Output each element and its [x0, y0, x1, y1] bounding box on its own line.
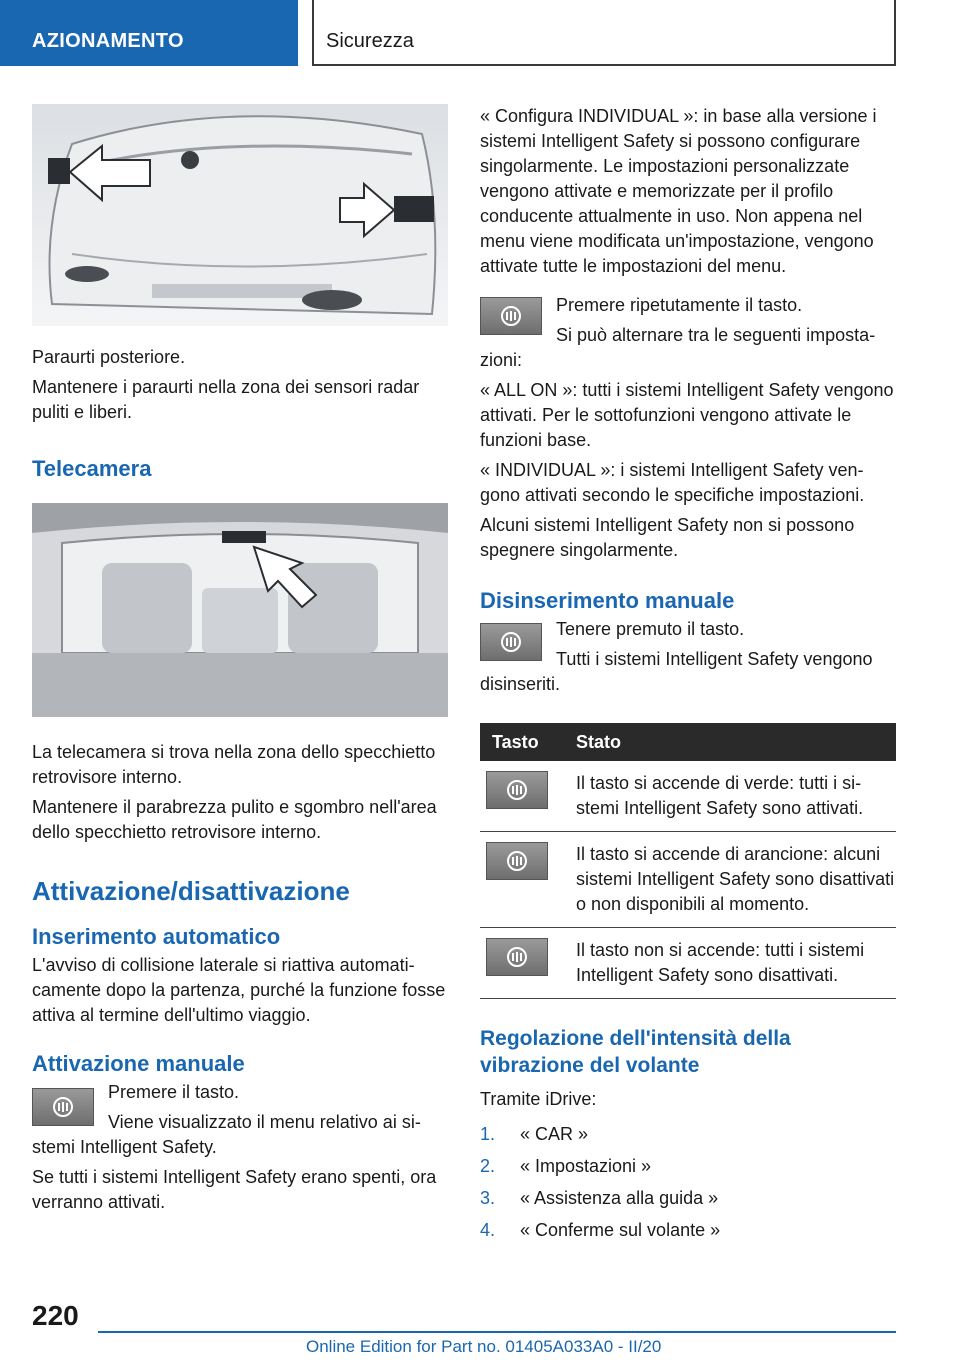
list-item: 2. « Impostazioni »: [480, 1156, 652, 1176]
vibration-heading: Regolazione dell'intensità della vibrazione del volante: [480, 1027, 791, 1077]
list-item: 3. « Assistenza alla guida »: [480, 1188, 719, 1208]
col-state-header: Stato: [564, 723, 896, 761]
bumper-caption: Paraurti posteriore.: [32, 347, 186, 367]
chapter-title: Sicurezza: [312, 0, 896, 66]
manual-text-2: Viene visualizzato il menu relativo ai sistemi Intelligent Safety.: [32, 1112, 421, 1157]
camera-text-2: Mantenere il parabrezza pulito e sgombro nell'area dello specchietto retrovisore interno.: [32, 797, 437, 842]
button-state-table: [480, 723, 896, 999]
disable-heading: Disinserimento manuale: [480, 588, 735, 613]
table-row: [480, 928, 896, 999]
state-cell: Il tasto si accende di verde: tutti i sistemi Intelligent Safety sono attivati.: [564, 761, 896, 832]
idrive-steps: [480, 1118, 896, 1246]
camera-image: [32, 503, 448, 717]
page-number: 220: [32, 1300, 79, 1331]
safety-button-icon: [480, 297, 542, 335]
individual-text: « INDIVIDUAL »: i sistemi Intelligent Safety vengono attivati secondo le specifiche impostazioni.: [480, 460, 865, 505]
table-row: [480, 832, 896, 928]
config-text: « Configura INDIVIDUAL »: in base alla versione i sistemi Intelligent Safety si possono configurare singolarmente. Le impostazioni personalizzate vengono attivate e memorizzate per il profilo conducente attualmente in uso. Non appena nel menu viene modificata un'impostazione, vengono attivate tutte le impostazioni del menu.: [480, 106, 877, 276]
state-cell: Il tasto si accende di arancione: alcuni sistemi Intelligent Safety sono disattivati o non disponibili al momento.: [564, 832, 896, 928]
manual-heading: Attivazione manuale: [32, 1051, 245, 1076]
edition-text: Online Edition for Part no. 01405A033A0 - II/20: [306, 1337, 662, 1356]
manual-text-1: Premere il tasto.: [108, 1082, 240, 1102]
camera-text-1: La telecamera si trova nella zona dello specchietto retrovisore interno.: [32, 742, 436, 787]
table-row: [480, 761, 896, 832]
right-column: [480, 104, 896, 1246]
section-tab: AZIONAMENTO: [0, 0, 298, 66]
some-systems-text: Alcuni sistemi Intelligent Safety non si possono spegnere singolarmente.: [480, 515, 855, 560]
camera-heading: Telecamera: [32, 456, 152, 481]
disable-text-2: Tutti i sistemi Intelligent Safety vengono disinseriti.: [480, 649, 873, 694]
safety-button-off-icon: [486, 938, 548, 976]
state-cell: Il tasto non si accende: tutti i sistemi Intelligent Safety sono disattivati.: [564, 928, 896, 999]
col-key-header: Tasto: [480, 723, 564, 761]
allon-text: « ALL ON »: tutti i sistemi Intelligent Safety vengono attivati. Per le sottofunzioni vengono attivate le funzioni base.: [480, 380, 894, 450]
footer-divider: [98, 1331, 896, 1333]
auto-heading: Inserimento automatico: [32, 924, 281, 949]
list-item: 1. « CAR »: [480, 1124, 589, 1144]
repeat-text-2: Si può alternare tra le seguenti impostazioni:: [480, 325, 876, 370]
safety-button-orange-icon: [486, 842, 548, 880]
idrive-text: Tramite iDrive:: [480, 1089, 597, 1109]
rear-bumper-image: [32, 104, 448, 326]
safety-button-icon: [32, 1088, 94, 1126]
repeat-text-1: Premere ripetutamente il tasto.: [556, 295, 803, 315]
activation-heading: Attivazione/disattivazione: [32, 876, 350, 906]
left-column: [32, 104, 448, 1215]
disable-text-1: Tenere premuto il tasto.: [556, 619, 745, 639]
bumper-text: Mantenere i paraurti nella zona dei sensori radar puliti e liberi.: [32, 377, 420, 422]
safety-button-green-icon: [486, 771, 548, 809]
safety-button-icon: [480, 623, 542, 661]
list-item: 4. « Conferme sul volante »: [480, 1220, 721, 1240]
auto-text: L'avviso di collisione laterale si riattiva automaticamente dopo la partenza, purché la funzione fosse attiva al termine dell'ultimo viaggio.: [32, 955, 446, 1025]
manual-text-3: Se tutti i sistemi Intelligent Safety erano spenti, ora verranno attivati.: [32, 1167, 437, 1212]
